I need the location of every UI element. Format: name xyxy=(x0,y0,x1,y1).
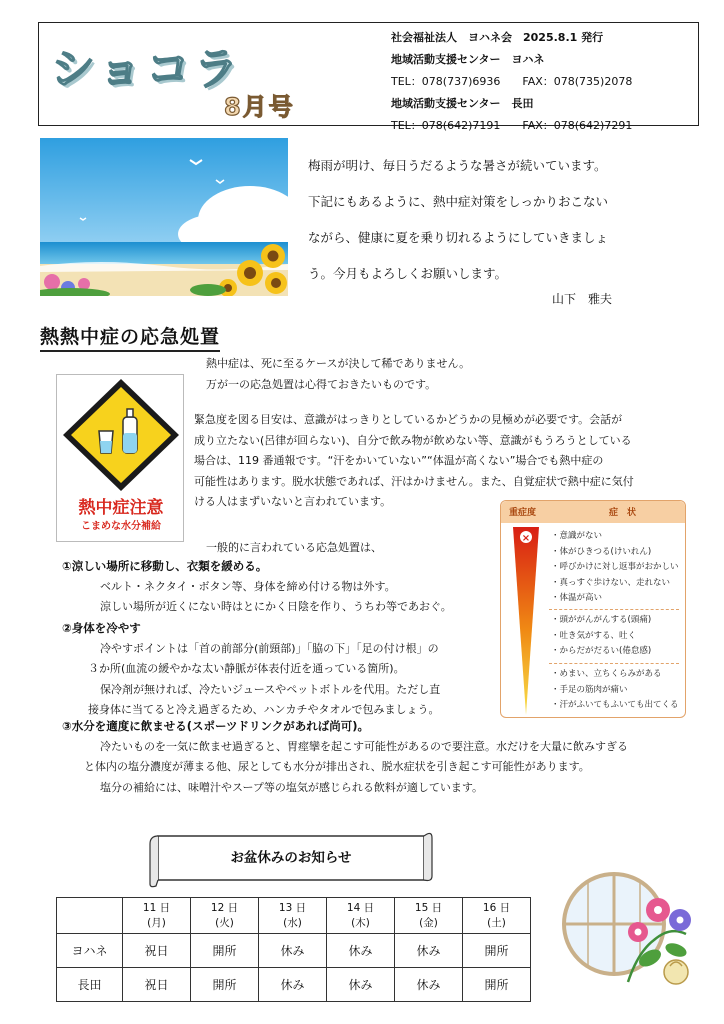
status-cell: 開所 xyxy=(191,934,259,968)
day-weekday: (土) xyxy=(487,916,506,929)
author-signature: 山下 雅夫 xyxy=(552,292,613,306)
text-line: 塩分の補給には、味噌汁やスープ等の塩気が感じられる飲料が適しています。 xyxy=(100,780,484,794)
text-line: ける人はまずいないと言われています。 xyxy=(194,495,392,508)
day-header xyxy=(191,898,259,934)
severity-chart xyxy=(500,500,686,718)
table-row xyxy=(57,934,531,968)
lead-line: 一般的に言われている応急処置は、 xyxy=(206,541,382,554)
sign-subtitle: こまめな水分補給 xyxy=(81,521,161,532)
severity-high-list xyxy=(551,529,679,607)
section-title: 熱熱中症の応急処置 xyxy=(40,322,220,352)
center1-phone-row xyxy=(391,71,632,93)
symptom-col-label: 症 状 xyxy=(609,508,637,518)
text-line: 熱中症は、死に至るケースが決して稀でありません。 xyxy=(206,357,471,370)
symptom-item: ・めまい、立ちくらみがある xyxy=(551,669,662,679)
paragraph-1 xyxy=(206,354,470,395)
text-line: ３か所(血流の緩やかな太い静脈が体表付近を通っている箇所)。 xyxy=(88,662,405,675)
symptom-item: ・汗がふいてもふいても出てくる xyxy=(551,700,679,710)
severity-divider xyxy=(549,663,679,664)
step-3-heading: ③水分を適度に飲ませる(スポーツドリンクがあれば尚可)。 xyxy=(62,719,370,733)
holiday-title: お盆休みのお知らせ xyxy=(230,850,352,866)
step-2 xyxy=(62,618,440,721)
text-line: 冷たいものを一気に飲ませ過ぎると、胃痙攣を起こす可能性があるので要注意。水だけを大量に飲みすぎる xyxy=(100,739,628,753)
day-date: 16 日 xyxy=(482,901,511,914)
day-date: 13 日 xyxy=(278,901,307,914)
day-date: 15 日 xyxy=(414,901,443,914)
center2-phone-row xyxy=(391,115,632,137)
day-header xyxy=(123,898,191,934)
severity-header xyxy=(501,501,685,523)
severity-low-list xyxy=(551,667,679,714)
facility-name: ヨハネ xyxy=(57,934,123,968)
center2-fax: FAX：078(642)7291 xyxy=(522,119,633,132)
step-1 xyxy=(62,556,452,618)
status-cell: 休み xyxy=(259,968,327,1002)
day-header xyxy=(463,898,531,934)
text-line: 緊急度を図る目安は、意識がはっきりとしているかどうかの見極めが必要です。会話が xyxy=(194,413,623,426)
text-line: 成り立たない(呂律が回らない)、自分で飲み物が飲めない等、意識がもうろうとしている xyxy=(194,433,632,447)
text-line: 保冷剤が無ければ、冷たいジュースやペットボトルを代用。ただし直 xyxy=(100,682,441,696)
holiday-schedule-table xyxy=(56,897,531,1002)
table-row xyxy=(57,968,531,1002)
center2-tel: TEL：078(642)7191 xyxy=(391,119,501,132)
symptom-item: ・体温が高い xyxy=(551,593,603,603)
symptom-item: ・手足の筋肉が痛い xyxy=(551,684,628,695)
status-cell: 休み xyxy=(395,934,463,968)
intro-line: う。今月もよろしくお願いします。 xyxy=(308,266,508,281)
day-header xyxy=(259,898,327,934)
step-3 xyxy=(62,716,628,798)
symptom-item: ・吐き気がする、吐く xyxy=(551,630,637,641)
paragraph-2 xyxy=(194,410,634,513)
center1-tel: TEL：078(737)6936 xyxy=(391,75,501,88)
severity-divider xyxy=(549,609,679,610)
warning-diamond-icon xyxy=(57,375,185,493)
day-date: 12 日 xyxy=(210,901,239,914)
step-1-heading: ①涼しい場所に移動し、衣類を緩める。 xyxy=(62,559,268,573)
severity-mid-list xyxy=(551,613,651,660)
symptom-item: ・体がひきつる(けいれん) xyxy=(551,546,652,557)
issue-label: 8月号 xyxy=(224,93,295,121)
intro-line: 梅雨が明け、毎日うだるような暑さが続いています。 xyxy=(308,158,607,173)
status-cell: 休み xyxy=(395,968,463,1002)
status-cell: 休み xyxy=(259,934,327,968)
symptom-item: ・からだがだるい(倦怠感) xyxy=(551,646,652,656)
heatstroke-warning-sign xyxy=(56,374,184,542)
status-cell: 開所 xyxy=(191,968,259,1002)
status-cell: 祝日 xyxy=(123,968,191,1002)
day-weekday: (木) xyxy=(351,916,370,929)
text-line: 万が一の応急処置は心得ておきたいものです。 xyxy=(206,377,437,391)
text-line: と体内の塩分濃度が薄まる他、尿としても水分が排出され、脱水症状を引き起こす可能性があります。 xyxy=(84,760,590,773)
intro-message xyxy=(308,148,648,292)
day-header xyxy=(327,898,395,934)
day-weekday: (金) xyxy=(419,916,438,929)
newsletter-header xyxy=(38,22,699,132)
severity-gradient-icon xyxy=(509,527,543,715)
intro-line: 下記にもあるように、熱中症対策をしっかりおこない xyxy=(308,194,609,209)
facility-name: 長田 xyxy=(57,968,123,1002)
symptom-item: ・頭ががんがんする(頭痛) xyxy=(551,615,652,625)
status-cell: 祝日 xyxy=(123,934,191,968)
symptom-item: ・意識がない xyxy=(551,531,603,541)
status-cell: 休み xyxy=(327,968,395,1002)
day-weekday: (火) xyxy=(215,916,234,929)
table-header-row xyxy=(57,898,531,934)
symptom-item: ・呼びかけに対し返事がおかしい xyxy=(551,562,679,572)
morning-glory-window-illustration xyxy=(558,862,698,992)
text-line: 場合は、119 番通報です。“汗をかいていない”“体温が高くない”場合でも熱中症の xyxy=(194,454,604,467)
text-line: 可能性はあります。脱水状態であれば、汗はかけません。また、自覚症状で熱中症に気付 xyxy=(194,474,634,488)
holiday-banner xyxy=(148,826,434,888)
status-cell: 開所 xyxy=(463,934,531,968)
center1-name: 地域活動支援センター ヨハネ xyxy=(391,53,545,66)
day-date: 14 日 xyxy=(346,901,375,914)
day-date: 11 日 xyxy=(142,901,171,914)
text-line: 接身体に当てると冷え過ぎるため、ハンカチやタオルで包みましょう。 xyxy=(88,703,440,716)
intro-line: ながら、健康に夏を乗り切れるようにしていきましょ xyxy=(308,230,609,245)
beach-sunflower-illustration xyxy=(40,138,288,296)
text-line: ベルト・ネクタイ・ボタン等、身体を締め付ける物は外す。 xyxy=(100,579,396,593)
status-cell: 開所 xyxy=(463,968,531,1002)
text-line: 涼しい場所が近くにない時はとにかく日陰を作り、うちわ等であおぐ。 xyxy=(100,600,452,613)
sign-title: 熱中症注意 xyxy=(78,498,164,518)
contact-info xyxy=(391,27,632,137)
status-cell: 休み xyxy=(327,934,395,968)
text-line: 冷やすポイントは「首の前部分(前頸部)」「脇の下」「足の付け根」の xyxy=(100,641,439,655)
center1-fax: FAX：078(735)2078 xyxy=(522,75,633,88)
day-weekday: (月) xyxy=(147,916,166,929)
severity-col-label: 重症度 xyxy=(509,508,537,518)
day-header xyxy=(395,898,463,934)
publisher-line: 社会福祉法人 ヨハネ会 2025.8.1 発行 xyxy=(391,31,604,44)
newsletter-logo: ショコラ xyxy=(51,44,243,95)
table-corner-cell xyxy=(57,898,123,934)
center2-name: 地域活動支援センター 長田 xyxy=(391,97,534,110)
symptom-item: ・真っすぐ歩けない、走れない xyxy=(551,577,671,588)
step-2-heading: ②身体を冷やす xyxy=(62,621,141,635)
day-weekday: (水) xyxy=(283,916,302,929)
svg-text:×: × xyxy=(521,533,531,544)
